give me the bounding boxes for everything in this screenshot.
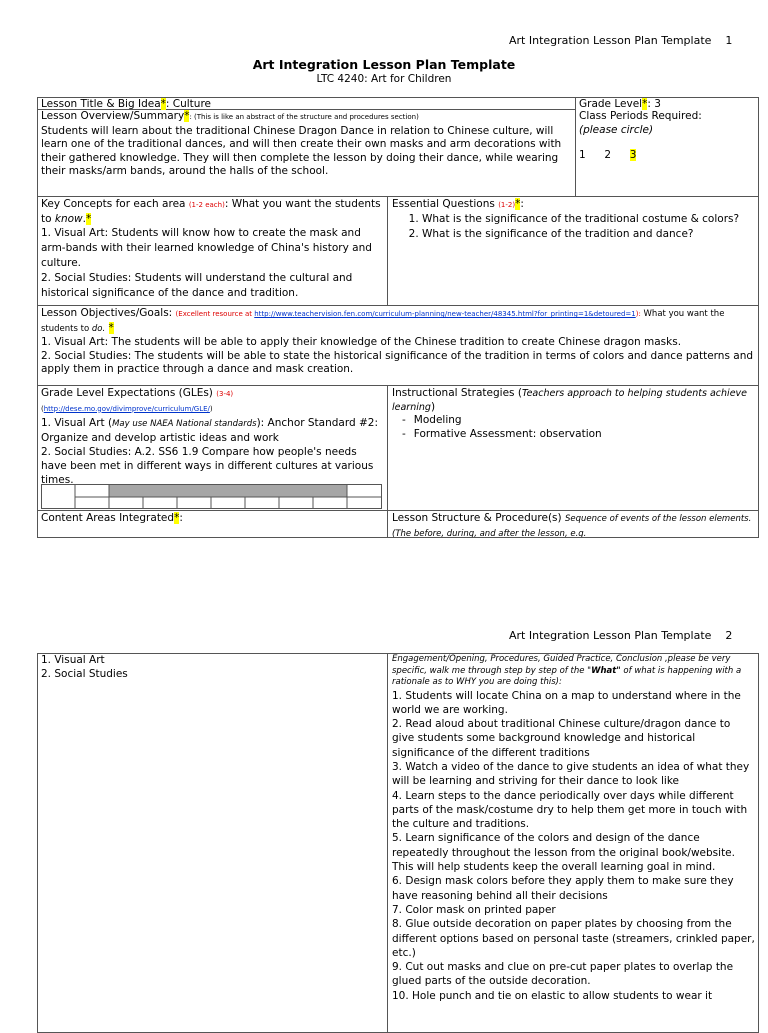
key-concepts: Key Concepts for each area (1-2 each): What you want the students to know.* 1. Visual Art: Students will know how to create the mask and arm-bands with their learned knowledge of China's history and culture. 2. Social Studies: Students will understand the cultural and historical significance of the dance and tradition. — [38, 197, 387, 305]
key-concept-item: 1. Visual Art: Students will know how to create the mask and arm-bands with their learned knowledge of China's history and culture. — [41, 227, 372, 269]
grade-level-expectations: Grade Level Expectations (GLEs) (3-4) (http://dese.mo.gov/divimprove/curriculum/GLE/) 1. Visual Art (May use NAEA National standards): Anchor Standard #2: Organize and develop artistic ideas and work 2. Social Studies: A.2. SS6 1.9 Compare how people's needs have been met in different ways in different cultures at various times. — [41, 387, 379, 486]
procedure-step: 6. Design mask colors before they apply them to make sure they have reasoning behind all their decisions — [392, 875, 734, 902]
procedure-step: 4. Learn steps to the dance periodically over days while different parts of the mask/costume dry to help them get more in touch with the culture and traditions. — [392, 789, 748, 831]
strategy-item: - Modeling — [416, 414, 755, 428]
running-head-page-2: Art Integration Lesson Plan Template 2 — [509, 629, 733, 642]
grade-level: Grade Level*: 3 — [579, 98, 661, 110]
instructional-strategies: Instructional Strategies (Teachers approach to helping students achieve learning) - Modeling - Formative Assessment: observation — [389, 386, 758, 510]
lesson-title: Lesson Title & Big Idea*: Culture — [41, 98, 211, 110]
essential-questions: Essential Questions (1-2)*: 1. What is the significance of the traditional costume & colors? 2. What is the significance of the tradition and dance? — [389, 197, 758, 305]
lesson-structure: Lesson Structure & Procedure(s) Sequence of events of the lesson elements. (The before, during, and after the lesson, e.g. — [392, 512, 752, 537]
procedure-step: 8. Glue outside decoration on paper plates by choosing from the different options based on personal taste (streamers, crinkled paper, etc.) — [392, 918, 755, 959]
procedure-step: 2. Read aloud about traditional Chinese culture/dragon dance to give students some background knowledge and historical significance of the different traditions — [392, 718, 731, 759]
gle-link[interactable]: http://dese.mo.gov/divimprove/curriculum/GLE/ — [43, 404, 210, 413]
essential-question-item: 1. What is the significance of the traditional costume & colors? — [422, 213, 755, 227]
strategy-item: - Formative Assessment: observation — [416, 428, 755, 442]
lesson-overview: Lesson Overview/Summary*: (This is like an abstract of the structure and procedures section) Students will learn about the traditional Chinese Dragon Dance in relation to Chinese culture, will learn one of the traditional dances, and will then create their own masks and arm decorations with their gathered knowledge. They will then complete the lesson by doing their dance, while wearing their masks/arm bands, around the halls of the school. — [41, 110, 562, 177]
procedure-step: 9. Cut out masks and clue on pre-cut paper plates to overlap the glued parts of the outside decoration. — [392, 961, 734, 988]
procedure-step: 7. Color mask on printed paper — [392, 903, 556, 916]
content-area-item: 1. Visual Art — [41, 654, 105, 666]
procedure-steps: Engagement/Opening, Procedures, Guided Practice, Conclusion ,please be very specific, walk me through step by step of the "What" of what is happening with a rationale as to WHY you are doing this): 1. Students will locate China on a map to understand where in the world we are working. 2. Read aloud about traditional Chinese culture/dragon dance to give students some background knowledge and historical significance of the different traditions 3. Watch a video of the dance to give students an idea of what they will be learning and striving for their dance to look like 4. Learn steps to the dance periodically over days while different parts of the mask/costume dry to help them get more in touch with the culture and traditions. 5. Learn significance of the colors and design of the dance repeatedly throughout the lesson from the original book/website. This will help students keep the overall learning goal in mind. 6. Design mask colors before they apply them to make sure they have reasoning behind all their decisions 7. Color mask on printed paper 8. Glue outside decoration on paper plates by choosing from the different options based on personal taste (streamers, crinkled paper, etc.) 9. Cut out masks and clue on pre-cut paper plates to overlap the glued parts of the outside decoration. 10. Hole punch and tie on elastic to allow students to wear it — [392, 654, 755, 1002]
essential-question-item: 2. What is the significance of the tradition and dance? — [422, 228, 755, 242]
period-option-2: 2 — [604, 149, 612, 161]
procedure-step: 10. Hole punch and tie on elastic to allow students to wear it — [392, 989, 713, 1002]
procedure-step: 5. Learn significance of the colors and design of the dance repeatedly throughout the lesson from the original book/website. This will help students keep the overall learning goal in mind. — [392, 832, 735, 874]
class-periods: Class Periods Required: (please circle) 1 2 3 — [579, 110, 702, 161]
key-concept-item: 2. Social Studies: Students will understand the cultural and historical significance of the dance and tradition. — [41, 272, 353, 299]
running-head: Art Integration Lesson Plan Template 1 — [509, 34, 733, 47]
procedure-step: 3. Watch a video of the dance to give students an idea of what they will be learning and striving for their dance to look like — [392, 760, 750, 788]
lesson-objectives: Lesson Objectives/Goals: (Excellent resource at http://www.teachervision.fen.com/curriculum-planning/new-teacher/48345.html?for_printing=1&detoured=1): What you want the students to do. * 1. Visual Art: The students will be able to apply their knowledge of the Chinese tradition to create Chinese dragon masks. 2. Social Studies: The students will be able to state the historical significance of the tradition in terms of colors and dance patterns and apply them in practice through a dance and mask creation. — [41, 307, 754, 375]
gle-empty-grid — [41, 484, 382, 510]
period-option-1: 1 — [579, 149, 586, 161]
objective-item: 1. Visual Art: The students will be able to apply their knowledge of the Chinese tradition to create Chinese dragon masks. — [41, 336, 682, 348]
page-title: Art Integration Lesson Plan Template — [252, 57, 516, 72]
objectives-resource-link[interactable]: http://www.teachervision.fen.com/curriculum-planning/new-teacher/48345.html?for_printing=1&detoured=1 — [254, 310, 636, 318]
period-option-3-selected: 3 — [629, 149, 637, 161]
content-areas-integrated: Content Areas Integrated*: — [41, 512, 183, 524]
page-subtitle: LTC 4240: Art for Children — [316, 73, 452, 85]
content-area-item: 2. Social Studies — [41, 667, 128, 680]
objective-item: 2. Social Studies: The students will be able to state the historical significance of the tradition in terms of colors and dance patterns and apply them in practice through a dance and mask creation. — [41, 349, 754, 375]
procedure-step: 1. Students will locate China on a map to understand where in the world we are working. — [392, 689, 741, 716]
content-areas-list — [38, 653, 387, 693]
